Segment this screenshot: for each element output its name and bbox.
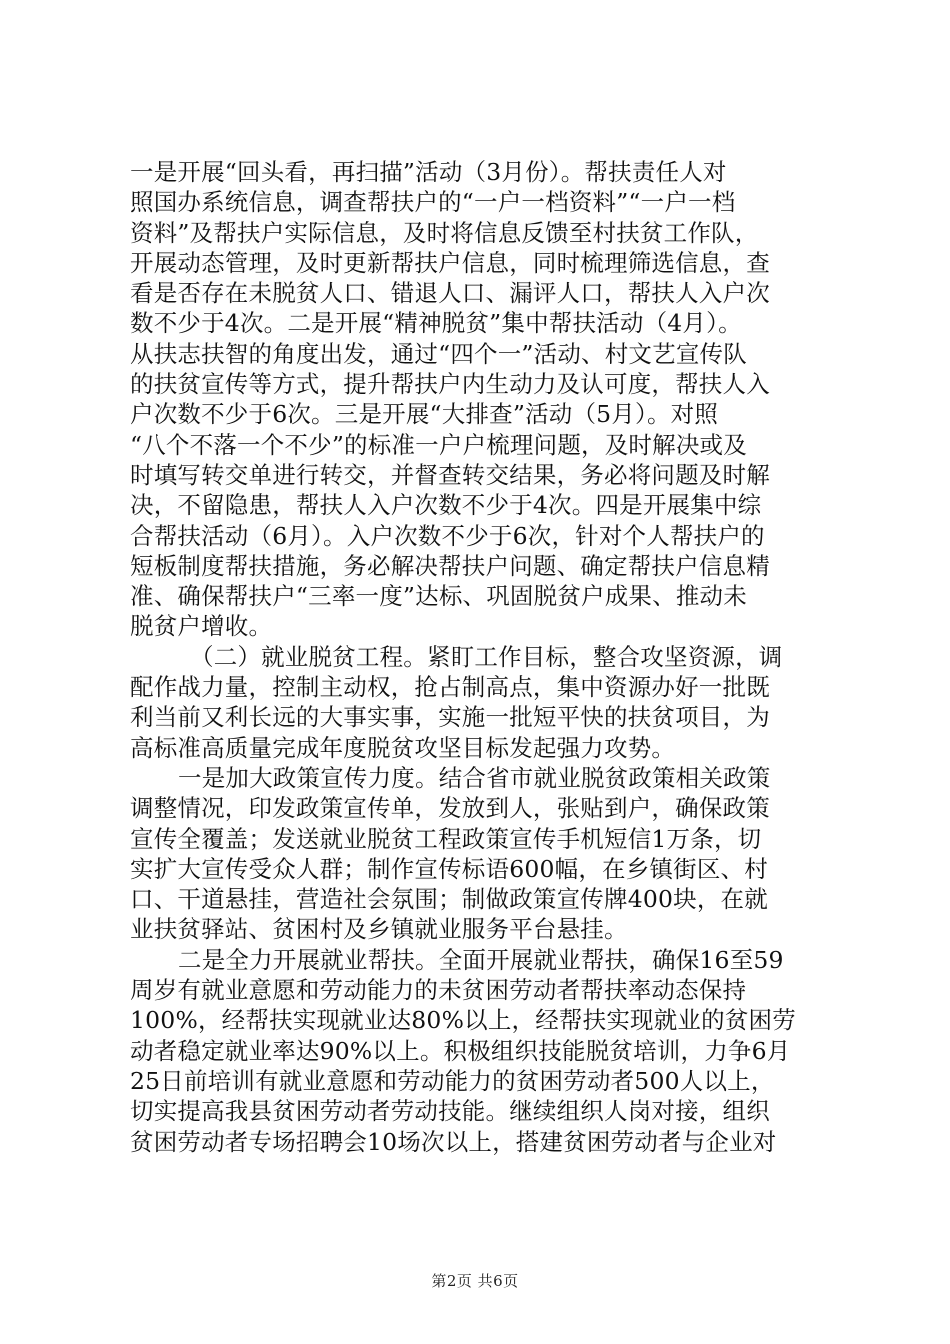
text-line: 的扶贫宣传等方式，提升帮扶户内生动力及认可度，帮扶人入: [130, 370, 770, 399]
text-line: 照国办系统信息，调查帮扶户的“一户一档资料”“一户一档: [130, 188, 736, 217]
text-line: 时填写转交单进行转交，并督查转交结果，务必将问题及时解: [130, 460, 770, 489]
text-line: 高标准高质量完成年度脱贫攻坚目标发起强力攻势。: [130, 733, 676, 762]
text-line: 看是否存在未脱贫人口、错退人口、漏评人口，帮扶人入户次: [130, 279, 770, 308]
text-line: 业扶贫驿站、贫困村及乡镇就业服务平台悬挂。: [130, 915, 628, 944]
text-line: 宣传全覆盖；发送就业脱贫工程政策宣传手机短信1万条，切: [130, 824, 762, 853]
text-line: 脱贫户增收。: [130, 612, 273, 641]
text-line: “八个不落一个不少”的标准一户户梳理问题，及时解决或及: [130, 430, 747, 459]
text-line: 切实提高我县贫困劳动者劳动技能。继续组织人岗对接，组织: [130, 1097, 770, 1126]
text-line: 数不少于4次。二是开展“精神脱贫”集中帮扶活动（4月）。: [130, 309, 742, 338]
text-line: 资料”及帮扶户实际信息，及时将信息反馈至村扶贫工作队，: [130, 218, 759, 247]
paragraph-start-line: 二是全力开展就业帮扶。全面开展就业帮扶，确保16至59: [178, 945, 784, 974]
text-line: 合帮扶活动（6月）。入户次数不少于6次，针对个人帮扶户的: [130, 521, 765, 550]
text-line: 开展动态管理，及时更新帮扶户信息，同时梳理筛选信息，查: [130, 248, 770, 277]
text-line: 户次数不少于6次。三是开展“大排查”活动（5月）。对照: [130, 400, 719, 429]
text-line: 动者稳定就业率达90%以上。积极组织技能脱贫培训，力争6月: [130, 1036, 791, 1065]
text-line: 25日前培训有就业意愿和劳动能力的贫困劳动者500人以上，: [130, 1066, 775, 1095]
page-number-footer: 第2页 共6页: [431, 1272, 519, 1290]
text-line: 配作战力量，控制主动权，抢占制高点，集中资源办好一批既: [130, 673, 770, 702]
text-line: 口、干道悬挂，营造社会氛围；制做政策宣传牌400块，在就: [130, 885, 768, 914]
text-line: 调整情况，印发政策宣传单，发放到人，张贴到户，确保政策: [130, 794, 770, 823]
text-line: 决，不留隐患，帮扶人入户次数不少于4次。四是开展集中综: [130, 491, 762, 520]
text-line: 100%，经帮扶实现就业达80%以上，经帮扶实现就业的贫困劳: [130, 1006, 796, 1035]
text-line: 贫困劳动者专场招聘会10场次以上，搭建贫困劳动者与企业对: [130, 1127, 777, 1156]
text-line: 短板制度帮扶措施，务必解决帮扶户问题、确定帮扶户信息精: [130, 551, 770, 580]
document-body: [130, 157, 830, 1157]
text-line: 从扶志扶智的角度出发，通过“四个一”活动、村文艺宣传队: [130, 339, 747, 368]
text-line: 一是开展“回头看，再扫描”活动（3月份）。帮扶责任人对: [130, 158, 727, 186]
paragraph-start-line: 一是加大政策宣传力度。结合省市就业脱贫政策相关政策: [178, 763, 771, 792]
text-line: 实扩大宣传受众人群；制作宣传标语600幅，在乡镇街区、村: [130, 854, 768, 883]
text-line: 利当前又利长远的大事实事，实施一批短平快的扶贫项目，为: [130, 703, 770, 732]
section-heading-line: （二）就业脱贫工程。紧盯工作目标，整合攻坚资源，调: [190, 642, 783, 671]
text-line: 准、确保帮扶户“三率一度”达标、巩固脱贫户成果、推动未: [130, 582, 747, 611]
text-line: 周岁有就业意愿和劳动能力的未贫困劳动者帮扶率动态保持: [130, 976, 747, 1005]
